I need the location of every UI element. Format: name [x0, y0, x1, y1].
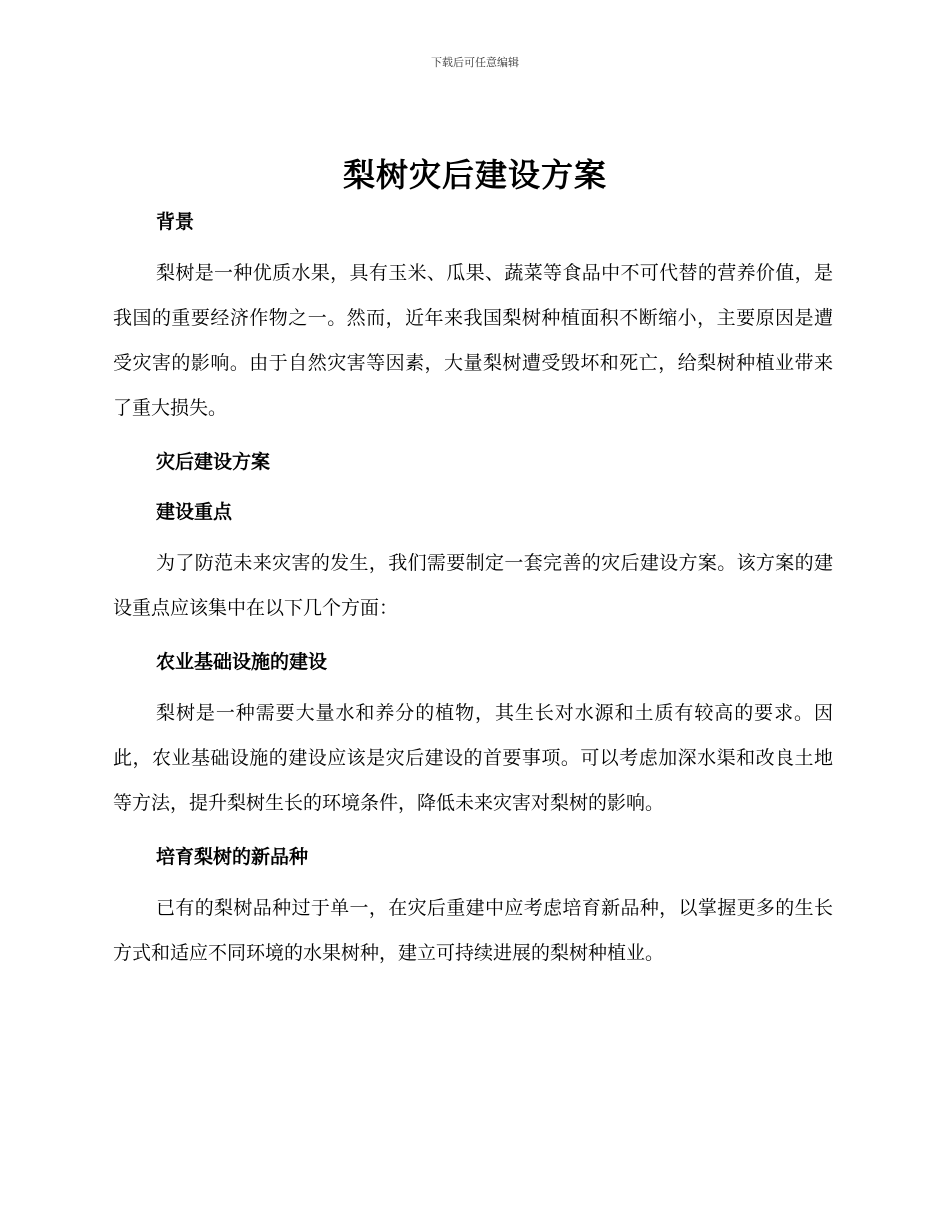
header-note: 下载后可任意编辑	[431, 56, 519, 69]
paragraph-infrastructure: 梨树是一种需要大量水和养分的植物，其生长对水源和土质有较高的要求。因此，农业基础设施的建设应该是灾后建设的首要事项。可以考虑加深水渠和改良土地等方法，提升梨树生长的环境条件，降低未来灾害对梨树的影响。	[113, 702, 833, 814]
paragraph-new-variety: 已有的梨树品种过于单一，在灾后重建中应考虑培育新品种，以掌握更多的生长方式和适应不同环境的水果树种，建立可持续进展的梨树种植业。	[113, 897, 833, 964]
section-heading-focus: 建设重点	[156, 501, 233, 523]
section-heading-new-variety: 培育梨树的新品种	[156, 846, 309, 868]
paragraph-focus: 为了防范未来灾害的发生，我们需要制定一套完善的灾后建设方案。该方案的建设重点应该集中在以下几个方面：	[113, 552, 833, 619]
section-heading-background: 背景	[156, 211, 195, 233]
section-heading-plan: 灾后建设方案	[156, 451, 271, 473]
section-heading-infrastructure: 农业基础设施的建设	[156, 651, 328, 673]
document-body	[113, 203, 833, 976]
paragraph-background: 梨树是一种优质水果，具有玉米、瓜果、蔬菜等食品中不可代替的营养价值，是我国的重要经济作物之一。然而，近年来我国梨树种植面积不断缩小，主要原因是遭受灾害的影响。由于自然灾害等因素，大量梨树遭受毁坏和死亡，给梨树种植业带来了重大损失。	[113, 262, 833, 419]
document-title: 梨树灾后建设方案	[342, 156, 607, 194]
